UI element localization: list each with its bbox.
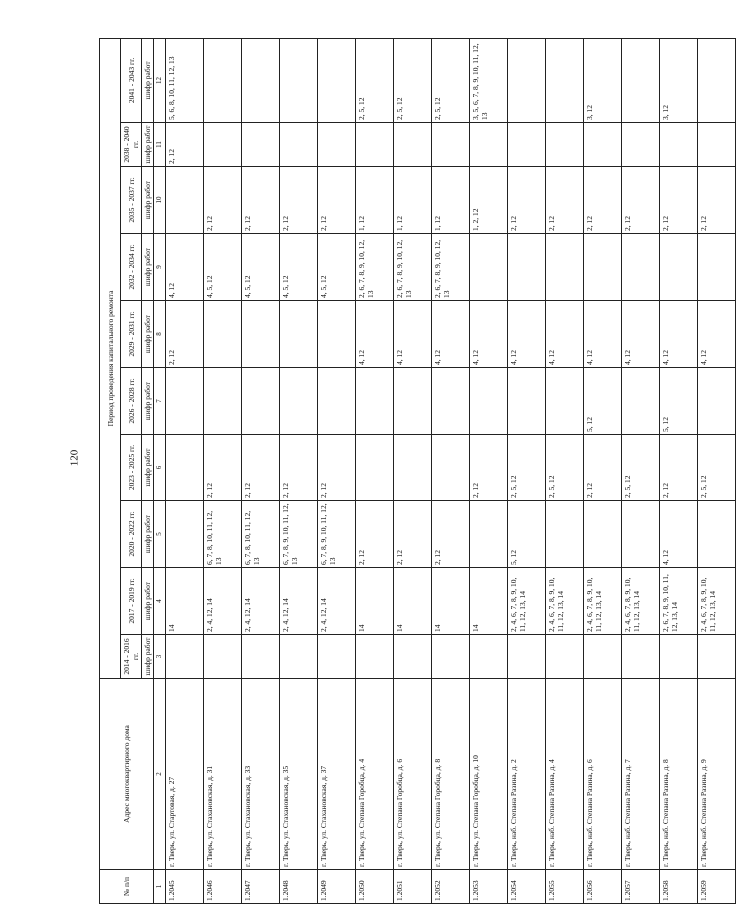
- rotated-table-container: [99, 39, 717, 904]
- work-code-cell: 2, 6, 7, 8, 9, 10, 11, 12, 13, 14: [660, 568, 698, 635]
- work-code-cell: 2, 5, 12: [546, 435, 584, 501]
- row-number: 1.2055: [546, 870, 584, 904]
- row-number: 1.2051: [394, 870, 432, 904]
- work-code-cell: 2, 6, 7, 8, 9, 10, 12, 13: [394, 234, 432, 301]
- table-row: [584, 38, 622, 903]
- work-code-cell: 2, 12: [508, 167, 546, 234]
- table-row: [318, 38, 356, 903]
- work-code-cell: 4, 12: [470, 301, 508, 368]
- row-address: г. Тверь, ул. Степана Горобца, д. 10: [470, 679, 508, 870]
- work-code-cell: 2, 12: [204, 167, 242, 234]
- work-code-cell: 2, 12: [698, 167, 736, 234]
- work-code-cell: 2, 12: [356, 501, 394, 568]
- work-code-cell: [546, 38, 584, 122]
- work-code-cell: 2, 12: [166, 123, 204, 167]
- table-row: [622, 38, 660, 903]
- work-code-cell: [394, 435, 432, 501]
- work-code-cell: 4, 12: [394, 301, 432, 368]
- column-number: 7: [154, 368, 166, 435]
- work-code-cell: [356, 435, 394, 501]
- row-number: 1.2048: [280, 870, 318, 904]
- work-code-cell: [698, 368, 736, 435]
- work-code-cell: 4, 5, 12: [318, 234, 356, 301]
- work-code-cell: [394, 368, 432, 435]
- work-code-cell: 14: [470, 568, 508, 635]
- work-code-cell: [432, 123, 470, 167]
- work-code-cell: [660, 123, 698, 167]
- work-code-cell: [470, 501, 508, 568]
- work-code-cell: [508, 38, 546, 122]
- work-code-cell: [546, 123, 584, 167]
- row-address: г. Тверь, ул. Стахановская, д. 31: [204, 679, 242, 870]
- table-row: [508, 38, 546, 903]
- work-code-cell: [280, 38, 318, 122]
- work-code-cell: [318, 368, 356, 435]
- work-code-cell: 2, 12: [546, 167, 584, 234]
- work-code-cell: [166, 167, 204, 234]
- work-code-cell: 4, 5, 12: [204, 234, 242, 301]
- work-code-cell: 1, 12: [432, 167, 470, 234]
- work-code-cell: [242, 635, 280, 679]
- work-code-cell: [318, 301, 356, 368]
- work-code-cell: [318, 635, 356, 679]
- work-code-cell: [318, 123, 356, 167]
- table-row: [546, 38, 584, 903]
- work-code-cell: 2, 4, 6, 7, 8, 9, 10, 11, 12, 13, 14: [546, 568, 584, 635]
- column-number: 5: [154, 501, 166, 568]
- work-code-cell: [622, 234, 660, 301]
- page-number: [66, 449, 83, 467]
- work-code-cell: [166, 368, 204, 435]
- work-code-cell: 2, 5, 12: [622, 435, 660, 501]
- work-code-cell: 2, 4, 6, 7, 8, 9, 10, 11, 12, 13, 14: [508, 568, 546, 635]
- work-code-cell: 4, 12: [622, 301, 660, 368]
- work-code-cell: 4, 12: [432, 301, 470, 368]
- row-number: 1.2056: [584, 870, 622, 904]
- work-code-cell: 1, 12: [394, 167, 432, 234]
- work-code-cell: 4, 12: [660, 301, 698, 368]
- row-number: 1.2052: [432, 870, 470, 904]
- header-period-year: 2023 - 2025 гг.: [121, 435, 142, 501]
- table-row: [280, 38, 318, 903]
- header-code-label: шифр работ: [142, 435, 154, 501]
- row-number: 1.2049: [318, 870, 356, 904]
- row-number: 1.2045: [166, 870, 204, 904]
- work-code-cell: 2, 12: [584, 435, 622, 501]
- work-code-cell: [432, 635, 470, 679]
- work-code-cell: 1, 2, 12: [470, 167, 508, 234]
- work-code-cell: [356, 635, 394, 679]
- row-number: 1.2046: [204, 870, 242, 904]
- header-code-label: шифр работ: [142, 38, 154, 122]
- table-row: [660, 38, 698, 903]
- table-row: [698, 38, 736, 903]
- work-code-cell: [280, 301, 318, 368]
- work-code-cell: [242, 301, 280, 368]
- header-code-label: шифр работ: [142, 301, 154, 368]
- work-code-cell: [204, 368, 242, 435]
- header-code-label: шифр работ: [142, 568, 154, 635]
- work-code-cell: 2, 4, 12, 14: [318, 568, 356, 635]
- header-period-year: 2026 - 2028 гг.: [121, 368, 142, 435]
- work-code-cell: [508, 234, 546, 301]
- work-code-cell: [356, 368, 394, 435]
- row-address: г. Тверь, наб. Степана Разина, д. 8: [660, 679, 698, 870]
- work-code-cell: 2, 12: [660, 167, 698, 234]
- work-code-cell: 6, 7, 8, 9, 10, 11, 12, 13: [280, 501, 318, 568]
- work-code-cell: 2, 12: [470, 435, 508, 501]
- work-code-cell: 2, 12: [660, 435, 698, 501]
- row-address: г. Тверь, наб. Степана Разина, д. 7: [622, 679, 660, 870]
- work-code-cell: 5, 12: [584, 368, 622, 435]
- work-code-cell: 2, 5, 12: [432, 38, 470, 122]
- table-row: [394, 38, 432, 903]
- work-code-cell: [698, 38, 736, 122]
- page-number-text: 120: [68, 449, 81, 467]
- work-code-cell: 2, 12: [584, 167, 622, 234]
- work-code-cell: [470, 635, 508, 679]
- work-code-cell: 3, 5, 6, 7, 8, 9, 10, 11, 12, 13: [470, 38, 508, 122]
- work-code-cell: [204, 123, 242, 167]
- work-code-cell: 2, 5, 12: [394, 38, 432, 122]
- work-code-cell: 2, 4, 12, 14: [280, 568, 318, 635]
- work-code-cell: 5, 12: [508, 501, 546, 568]
- table-body: [166, 38, 736, 903]
- row-number: 1.2047: [242, 870, 280, 904]
- work-code-cell: [470, 123, 508, 167]
- column-number: 12: [154, 38, 166, 122]
- row-number: 1.2054: [508, 870, 546, 904]
- work-code-cell: [622, 501, 660, 568]
- work-code-cell: [470, 368, 508, 435]
- work-code-cell: [546, 234, 584, 301]
- work-code-cell: 3, 12: [660, 38, 698, 122]
- work-code-cell: 2, 12: [280, 435, 318, 501]
- table-row: [432, 38, 470, 903]
- work-code-cell: 2, 5, 12: [698, 435, 736, 501]
- header-period-year: 2032 - 2034 гг.: [121, 234, 142, 301]
- work-code-cell: 2, 4, 12, 14: [242, 568, 280, 635]
- work-code-cell: 2, 4, 6, 7, 8, 9, 10, 11, 12, 13, 14: [622, 568, 660, 635]
- work-code-cell: [508, 123, 546, 167]
- table-row: [242, 38, 280, 903]
- column-number: 4: [154, 568, 166, 635]
- header-period: Период проведения капитального ремонта: [100, 38, 121, 678]
- work-code-cell: [584, 635, 622, 679]
- work-code-cell: 2, 4, 6, 7, 8, 9, 10, 11, 12, 13, 14: [698, 568, 736, 635]
- work-code-cell: [584, 123, 622, 167]
- work-code-cell: [432, 368, 470, 435]
- work-code-cell: [280, 635, 318, 679]
- row-address: г. Тверь, ул. Степана Горобца, д. 6: [394, 679, 432, 870]
- table-row: [166, 38, 204, 903]
- work-code-cell: [166, 501, 204, 568]
- work-code-cell: 4, 12: [660, 501, 698, 568]
- work-code-cell: 2, 12: [318, 167, 356, 234]
- row-number: 1.2059: [698, 870, 736, 904]
- header-code-label: шифр работ: [142, 123, 154, 167]
- work-code-cell: [356, 123, 394, 167]
- row-address: г. Тверь, ул. Стахановская, д. 37: [318, 679, 356, 870]
- column-number: 8: [154, 301, 166, 368]
- work-code-cell: [166, 435, 204, 501]
- work-code-cell: 14: [394, 568, 432, 635]
- work-code-cell: 2, 6, 7, 8, 9, 10, 12, 13: [356, 234, 394, 301]
- work-code-cell: 2, 12: [242, 435, 280, 501]
- work-code-cell: 2, 12: [432, 501, 470, 568]
- work-code-cell: [698, 635, 736, 679]
- work-code-cell: 4, 12: [166, 234, 204, 301]
- header-period-year: 2014 - 2016 гг.: [121, 635, 142, 679]
- work-code-cell: 14: [356, 568, 394, 635]
- header-code-label: шифр работ: [142, 368, 154, 435]
- work-code-cell: 1, 12: [356, 167, 394, 234]
- header-row-column-numbers: [154, 38, 166, 903]
- work-code-cell: 4, 5, 12: [280, 234, 318, 301]
- column-number: 3: [154, 635, 166, 679]
- header-code-label: шифр работ: [142, 167, 154, 234]
- table-row: [356, 38, 394, 903]
- header-address: Адрес многоквартирного дома: [100, 679, 154, 870]
- work-code-cell: 2, 4, 12, 14: [204, 568, 242, 635]
- header-period-year: 2020 - 2022 гг.: [121, 501, 142, 568]
- work-code-cell: 6, 7, 8, 10, 11, 12, 13: [242, 501, 280, 568]
- row-address: г. Тверь, наб. Степана Разина, д. 6: [584, 679, 622, 870]
- column-number: 1: [154, 870, 166, 904]
- work-code-cell: 4, 5, 12: [242, 234, 280, 301]
- work-code-cell: 6, 7, 8, 10, 11, 12, 13: [204, 501, 242, 568]
- repair-schedule-table: [99, 38, 736, 904]
- row-address: г. Тверь, ул. Степана Горобца, д. 4: [356, 679, 394, 870]
- row-address: г. Тверь, наб. Степана Разина, д. 4: [546, 679, 584, 870]
- work-code-cell: 2, 5, 12: [508, 435, 546, 501]
- row-address: г. Тверь, ул. Стахановская, д. 35: [280, 679, 318, 870]
- column-number: 9: [154, 234, 166, 301]
- rotated-table-frame: [99, 39, 717, 904]
- work-code-cell: 2, 12: [280, 167, 318, 234]
- work-code-cell: 2, 6, 7, 8, 9, 10, 12, 13: [432, 234, 470, 301]
- work-code-cell: [470, 234, 508, 301]
- work-code-cell: [546, 501, 584, 568]
- column-number: 6: [154, 435, 166, 501]
- column-number: 11: [154, 123, 166, 167]
- work-code-cell: [318, 38, 356, 122]
- column-number: 10: [154, 167, 166, 234]
- work-code-cell: 5, 6, 8, 10, 11, 12, 13: [166, 38, 204, 122]
- header-period-year: 2017 - 2019 гг.: [121, 568, 142, 635]
- work-code-cell: [508, 635, 546, 679]
- work-code-cell: [280, 368, 318, 435]
- work-code-cell: [394, 123, 432, 167]
- work-code-cell: [242, 368, 280, 435]
- work-code-cell: 4, 12: [546, 301, 584, 368]
- work-code-cell: 5, 12: [660, 368, 698, 435]
- row-address: г. Тверь, ул. Степана Горобца, д. 8: [432, 679, 470, 870]
- work-code-cell: 3, 12: [584, 38, 622, 122]
- work-code-cell: [546, 635, 584, 679]
- work-code-cell: [660, 635, 698, 679]
- work-code-cell: [242, 123, 280, 167]
- header-period-year: 2029 - 2031 гг.: [121, 301, 142, 368]
- work-code-cell: [622, 635, 660, 679]
- work-code-cell: [622, 38, 660, 122]
- header-period-year: 2035 - 2037 гг.: [121, 167, 142, 234]
- work-code-cell: 4, 12: [584, 301, 622, 368]
- work-code-cell: [204, 635, 242, 679]
- work-code-cell: [394, 635, 432, 679]
- table-row: [204, 38, 242, 903]
- header-period-year: 2038 - 2040 гг.: [121, 123, 142, 167]
- row-number: 1.2057: [622, 870, 660, 904]
- work-code-cell: [204, 38, 242, 122]
- work-code-cell: 2, 4, 6, 7, 8, 9, 10, 11, 12, 13, 14: [584, 568, 622, 635]
- work-code-cell: 2, 12: [622, 167, 660, 234]
- work-code-cell: 6, 7, 8, 9, 10, 11, 12, 13: [318, 501, 356, 568]
- work-code-cell: [622, 123, 660, 167]
- work-code-cell: 4, 12: [356, 301, 394, 368]
- header-code-label: шифр работ: [142, 635, 154, 679]
- work-code-cell: [584, 234, 622, 301]
- work-code-cell: 2, 12: [318, 435, 356, 501]
- row-address: г. Тверь, ул. Стартовая, д. 27: [166, 679, 204, 870]
- work-code-cell: 2, 12: [394, 501, 432, 568]
- row-address: г. Тверь, наб. Степана Разина, д. 2: [508, 679, 546, 870]
- work-code-cell: [698, 123, 736, 167]
- work-code-cell: [622, 368, 660, 435]
- work-code-cell: [508, 368, 546, 435]
- work-code-cell: [546, 368, 584, 435]
- work-code-cell: 14: [432, 568, 470, 635]
- work-code-cell: [698, 501, 736, 568]
- work-code-cell: 4, 12: [508, 301, 546, 368]
- header-code-label: шифр работ: [142, 501, 154, 568]
- work-code-cell: 2, 12: [166, 301, 204, 368]
- work-code-cell: [660, 234, 698, 301]
- work-code-cell: [432, 435, 470, 501]
- work-code-cell: 4, 12: [698, 301, 736, 368]
- work-code-cell: [280, 123, 318, 167]
- work-code-cell: [204, 301, 242, 368]
- work-code-cell: 2, 5, 12: [356, 38, 394, 122]
- header-no: № п/п: [100, 870, 154, 904]
- work-code-cell: 14: [166, 568, 204, 635]
- header-period-year: 2041 - 2043 гг.: [121, 38, 142, 122]
- table-row: [470, 38, 508, 903]
- column-number: 2: [154, 679, 166, 870]
- work-code-cell: 2, 12: [204, 435, 242, 501]
- work-code-cell: [166, 635, 204, 679]
- row-number: 1.2058: [660, 870, 698, 904]
- row-number: 1.2050: [356, 870, 394, 904]
- row-number: 1.2053: [470, 870, 508, 904]
- work-code-cell: 2, 12: [242, 167, 280, 234]
- header-code-label: шифр работ: [142, 234, 154, 301]
- header-row-top: [100, 38, 121, 903]
- work-code-cell: [698, 234, 736, 301]
- row-address: г. Тверь, ул. Стахановская, д. 33: [242, 679, 280, 870]
- work-code-cell: [584, 501, 622, 568]
- row-address: г. Тверь, наб. Степана Разина, д. 9: [698, 679, 736, 870]
- work-code-cell: [242, 38, 280, 122]
